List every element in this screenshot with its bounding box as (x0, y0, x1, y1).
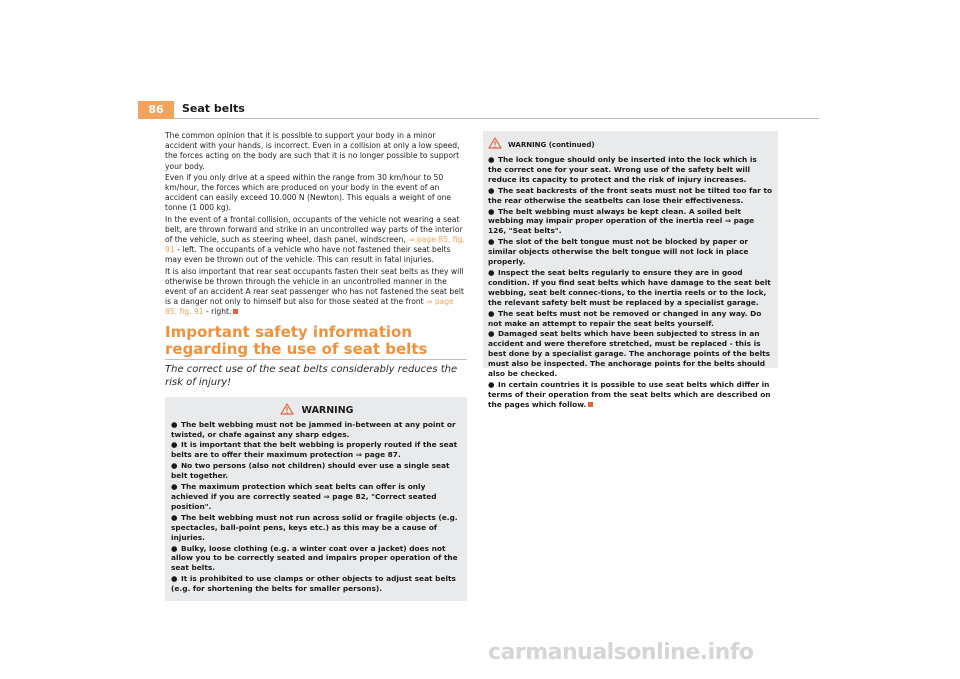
body-paragraph: The common opinion that it is possible to support your body in a minor accident with your hands, is incorrect. Even in a collision at only a low speed, the forces acting on the body are such that it is no longer possible to support your body. (165, 131, 460, 171)
warning-item: ● The seat belts must not be removed or changed in any way. Do not make an attempt to repair the seat belts yourself. (488, 308, 762, 328)
bullet-icon: ● (488, 267, 495, 277)
warning-item: ● The lock tongue should only be inserted into the lock which is the correct one for your seat. Wrong use of the safety belt will reduce its capacity to protect and the risk of injury increases. (488, 155, 757, 184)
bullet-icon: ● (171, 419, 178, 429)
body-paragraph: Even if you only drive at a speed within the range from 30 km/hour to 50 km/hour, the forces which are produced on your body in the event of an accident can easily exceed 10.000 N (Newton). This equals a weight of one tonne (1 000 kg). (165, 172, 452, 213)
body-paragraph (165, 267, 467, 318)
bullet-icon: ● (488, 185, 495, 195)
warning-item: ● It is prohibited to use clamps or other objects to adjust seat belts (e.g. for shortening the belts for smaller persons). (171, 574, 456, 594)
end-mark-icon (588, 402, 593, 407)
warning-triangle-icon (280, 403, 294, 415)
warning-item: ● In certain countries it is possible to use seat belts which differ in terms of their operation from the seat belts which are described on the pages which follow. (488, 379, 771, 409)
right-column (483, 131, 778, 409)
bullet-icon: ● (171, 440, 178, 450)
warning-item: ● Damaged seat belts which have been subjected to stress in an accident and were therefore stretched, must be replaced - this is best done by a specialist garage. The anchorage points of the belts must also be inspected. The anchorage points for the belts should also be checked. (488, 329, 771, 379)
section-heading: Important safety information regarding the use of seat belts (165, 322, 428, 358)
heading-rule (165, 359, 467, 360)
bullet-icon: ● (171, 574, 178, 584)
bullet-icon: ● (488, 155, 495, 164)
header-rule (174, 118, 819, 119)
bullet-icon: ● (488, 329, 495, 339)
section-title: Seat belts (182, 102, 245, 115)
bullet-icon: ● (171, 543, 178, 553)
bullet-icon: ● (488, 379, 495, 389)
warning-title: WARNING (301, 404, 354, 416)
bullet-icon: ● (488, 308, 495, 318)
warning-item: ● Bulky, loose clothing (e.g. a winter coat over a jacket) does not allow you to be correctly seated and impairs proper operation of the seat belts. (171, 543, 458, 573)
warning-item: ● It is important that the belt webbing is properly routed if the seat belts are to offer their maximum protection ⇒ page 87. (171, 440, 458, 460)
warning-box (165, 397, 467, 601)
bullet-icon: ● (488, 237, 495, 247)
page-reference-link[interactable]: ⇒ page 85, fig. 91 (165, 297, 454, 317)
body-text: In the event of a frontal collision, occupants of the vehicle not wearing a seat belt, are thrown forward and strike in an uncontrolled way parts of the interior of the vehicle, such as steering wheel, dash panel, windscreen, (165, 214, 463, 245)
page-reference-link[interactable]: ⇒ page 85, fig. 91 (165, 235, 465, 255)
warning-title: WARNING (continued) (508, 141, 595, 149)
bullet-icon: ● (171, 461, 178, 471)
bullet-icon: ● (488, 206, 495, 216)
warning-item: ● The maximum protection which seat belts can offer is only achieved if you are correctly seated ⇒ page 82, "Correct seated position". (171, 482, 437, 511)
warning-item: ● The belt webbing must always be kept clean. A soiled belt webbing may impair proper operation of the inertia reel ⇒ page 126, "Seat belts". (488, 206, 755, 236)
watermark: carmanualsonline.info (488, 640, 754, 665)
warning-header (488, 137, 773, 149)
bullet-icon: ● (171, 512, 178, 522)
warning-header (171, 403, 462, 416)
end-mark-icon (233, 309, 238, 314)
warning-item: ● No two persons (also not children) should ever use a single seat belt together. (171, 461, 450, 481)
warning-item: ● The belt webbing must not be jammed in-between at any point or twisted, or chafe against any sharp edges. (171, 419, 456, 439)
warning-triangle-icon (488, 137, 502, 149)
warning-continued-box (483, 131, 778, 409)
body-text: - left. The occupants of a vehicle who have not fastened their seat belts may even be thrown out of the vehicle. This can result in fatal injuries. (165, 245, 451, 265)
warning-item: ● The seat backrests of the front seats must not be tilted too far to the rear otherwise the seatbelts can lose their effectiveness. (488, 185, 773, 205)
page-number-badge: 86 (138, 101, 174, 119)
body-paragraph (165, 215, 467, 266)
warning-item: ● The slot of the belt tongue must not be blocked by paper or similar objects otherwise the belt tongue will not lock in place properly. (488, 237, 749, 267)
body-text: - right. (203, 307, 232, 317)
bullet-icon: ● (171, 482, 178, 492)
warning-item: ● Inspect the seat belts regularly to ensure they are in good condition. If you find seat belts which have damage to the seat belt webbing, seat belt connec-tions, to the inertia reels or to the lock, the relevant safety belt must be replaced by a specialist garage. (488, 267, 771, 307)
warning-item: ● The belt webbing must not run across solid or fragile objects (e.g. spectacles, ball-point pens, keys etc.) as this may be a cause of injuries. (171, 512, 458, 542)
lead-text: The correct use of the seat belts considerably reduces the risk of injury! (165, 363, 458, 388)
left-column (165, 131, 467, 601)
body-text: It is also important that rear seat occupants fasten their seat belts as they will otherwise be thrown through the vehicle in an uncontrolled manner in the event of an accident A rear seat passenger who has not fastened the seat belt is a danger not only to himself but also for those seated at the front (165, 266, 465, 307)
